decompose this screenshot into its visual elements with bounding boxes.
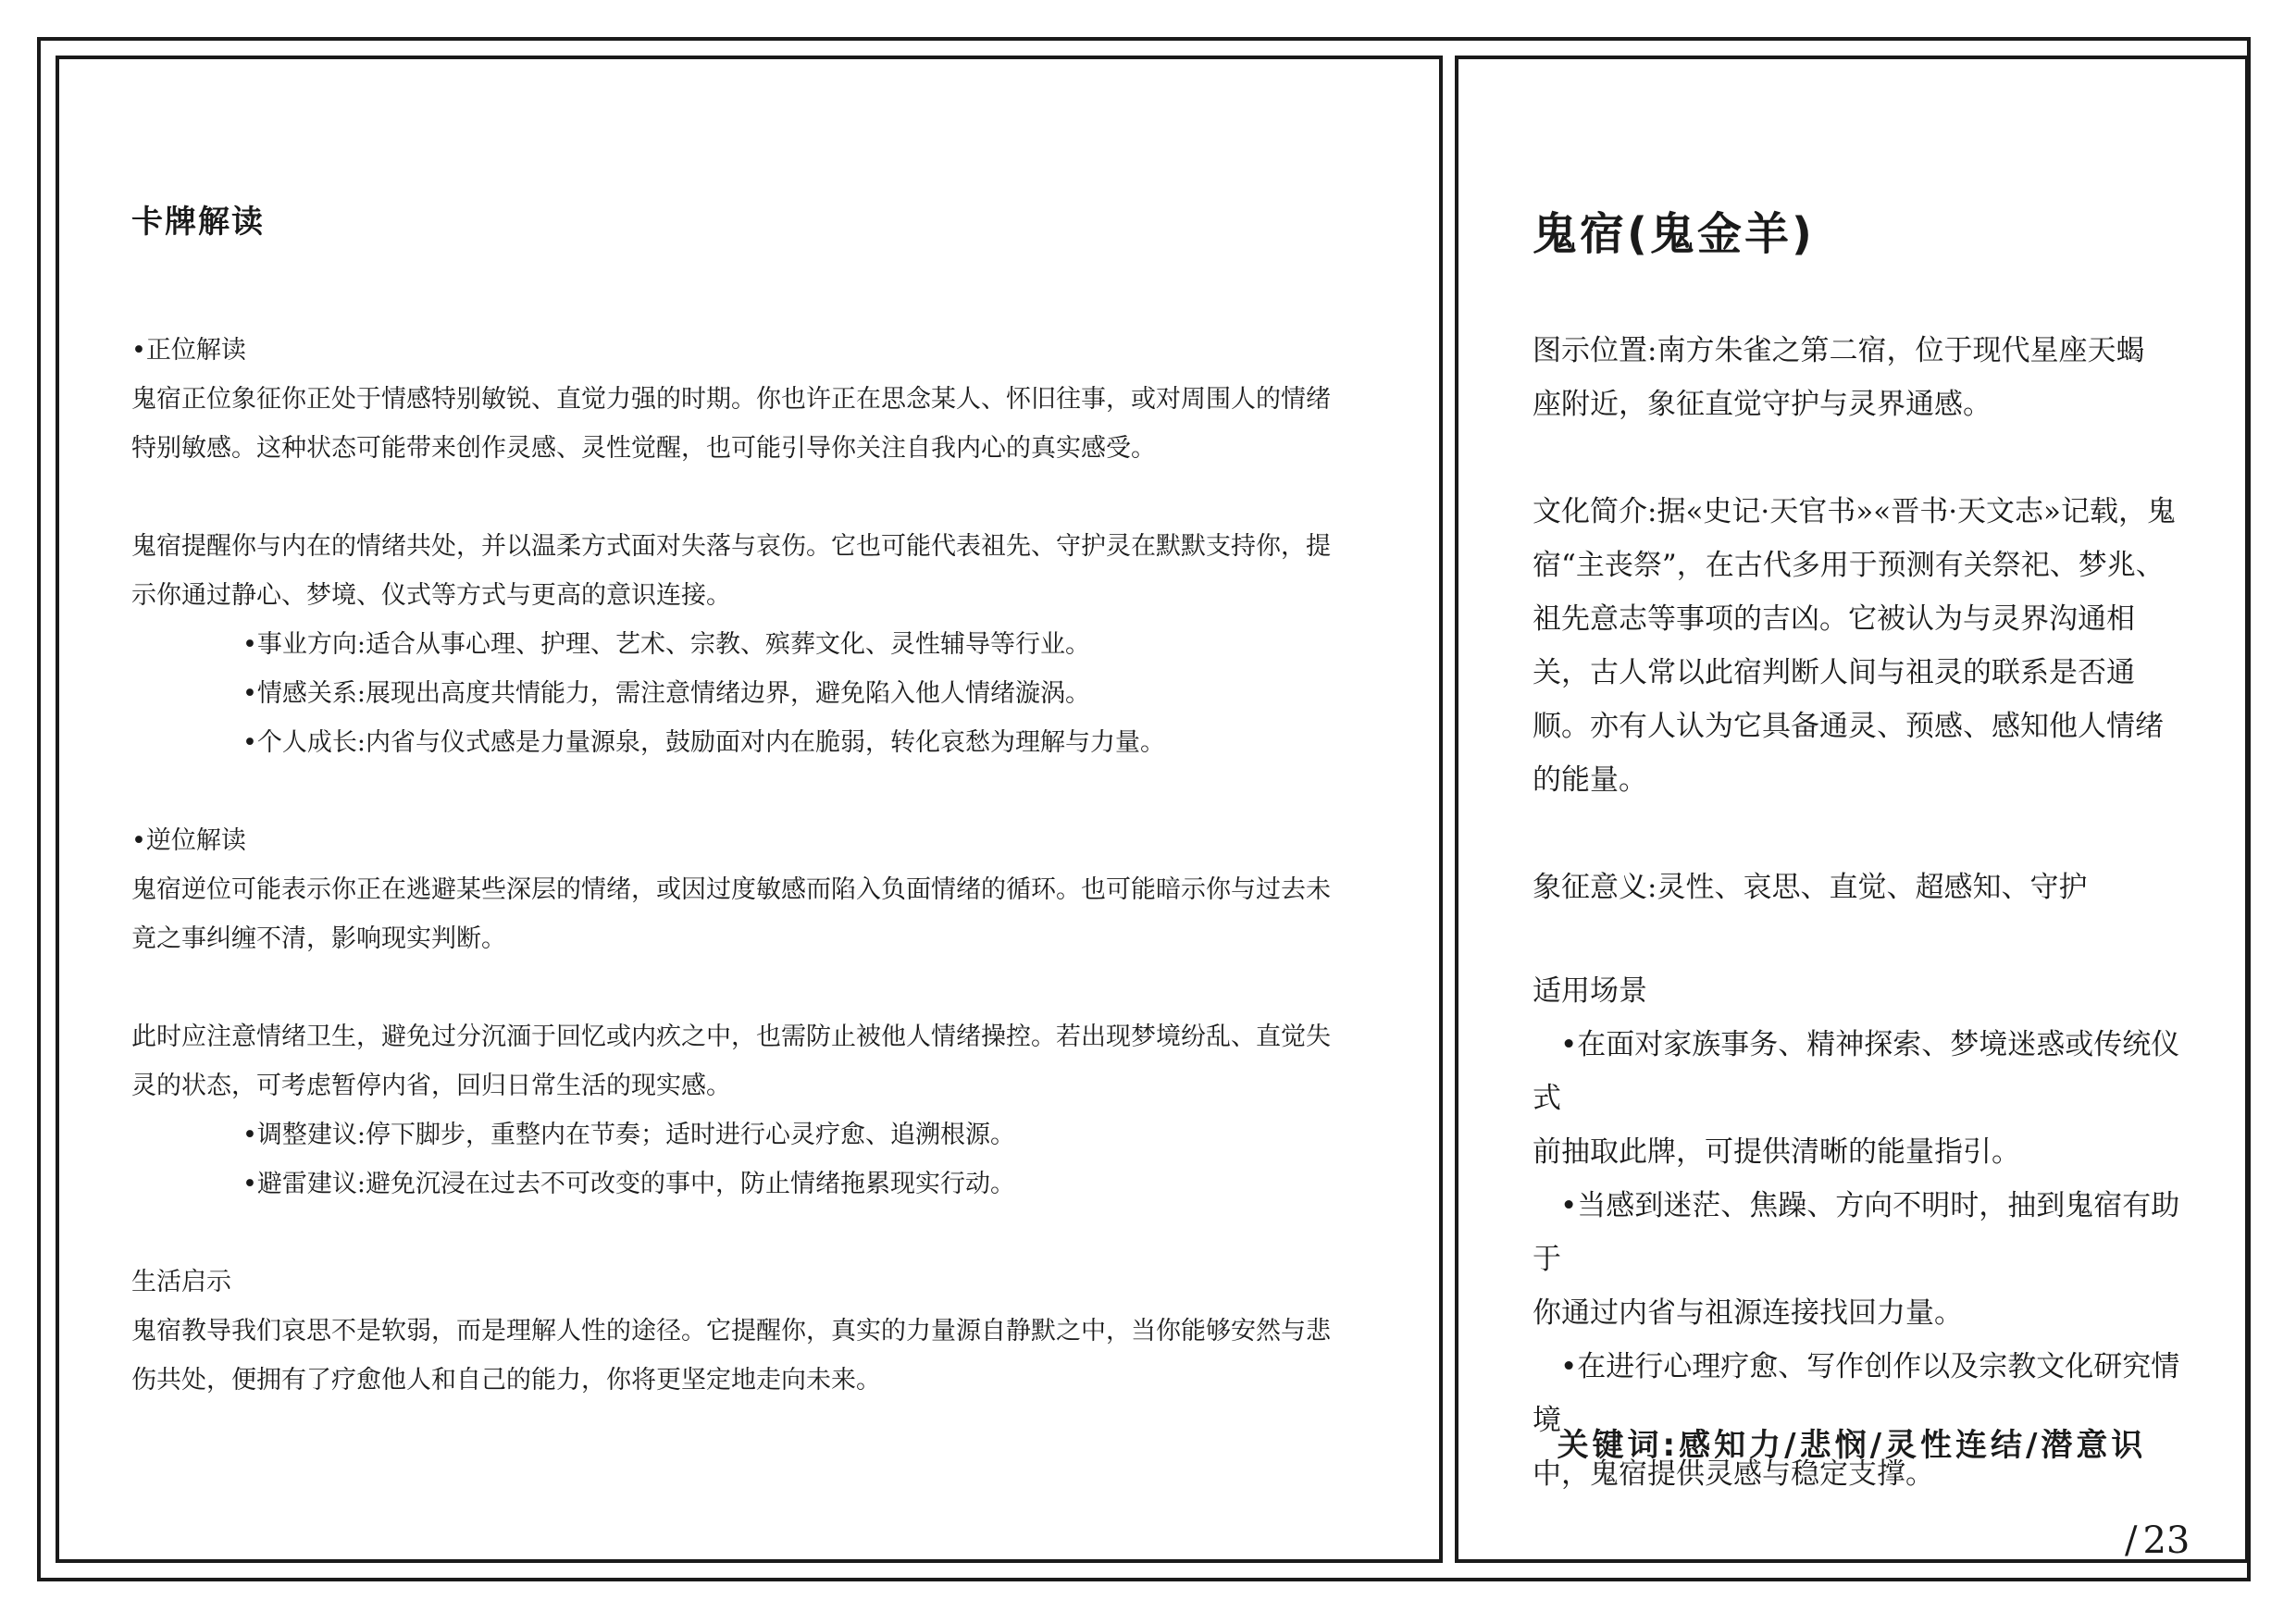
- mansion-title: 鬼宿(鬼金羊): [1533, 208, 1815, 260]
- life-heading: 生活启示: [131, 1268, 231, 1296]
- culture-line-6: 的能量。: [1533, 763, 1647, 797]
- upright-paragraph-2-line-2: 示你通过静心、梦境、仪式等方式与更高的意识连接。: [131, 581, 731, 610]
- reversed-heading: •逆位解读: [131, 826, 246, 855]
- culture-line-3: 祖先意志等事项的吉凶。它被认为与灵界沟通相: [1533, 602, 2135, 636]
- scene-line-4: 你通过内省与祖源连接找回力量。: [1533, 1296, 1963, 1330]
- culture-line-5: 顺。亦有人认为它具备通灵、预感、感知他人情绪: [1533, 710, 2164, 743]
- mansion-info-body: [1533, 324, 2180, 1501]
- upright-paragraph-1-line-2: 特别敏感。这种状态可能带来创作灵感、灵性觉醒，也可能引导你关注自我内心的真实感受。: [131, 434, 1156, 463]
- reversed-bullet-avoid: •避雷建议:避免沉浸在过去不可改变的事中，防止情绪拖累现实行动。: [242, 1170, 1016, 1198]
- symbolism-line: 象征意义:灵性、哀思、直觉、超感知、守护: [1533, 871, 2088, 904]
- reversed-bullet-adjust: •调整建议:停下脚步，重整内在节奏；适时进行心灵疗愈、追溯根源。: [242, 1121, 1016, 1149]
- keywords-line: 关键词:感知力/悲悯/灵性连结/潜意识: [1557, 1427, 2147, 1464]
- reversed-paragraph-2-line-2: 灵的状态，可考虑暂停内省，回归日常生活的现实感。: [131, 1072, 731, 1100]
- upright-heading: •正位解读: [131, 336, 246, 365]
- scene-line-3: •当感到迷茫、焦躁、方向不明时，抽到鬼宿有助于: [1533, 1189, 2180, 1276]
- scene-line-6: 中，鬼宿提供灵感与稳定支撑。: [1533, 1457, 1934, 1491]
- section-title: 卡牌解读: [131, 204, 265, 241]
- interpretation-body: [131, 326, 1376, 1405]
- life-line-1: 鬼宿教导我们哀思不是软弱，而是理解人性的途径。它提醒你，真实的力量源自静默之中，当你能够安然与悲: [131, 1317, 1331, 1345]
- upright-paragraph-1-line-1: 鬼宿正位象征你正处于情感特别敏锐、直觉力强的时期。你也许正在思念某人、怀旧往事，或对周围人的情绪: [131, 385, 1331, 414]
- upright-bullet-growth: •个人成长:内省与仪式感是力量源泉，鼓励面对内在脆弱，转化哀愁为理解与力量。: [242, 728, 1166, 757]
- position-line-2: 座附近，象征直觉守护与灵界通感。: [1533, 388, 1992, 421]
- reversed-paragraph-1-line-2: 竟之事纠缠不清，影响现实判断。: [131, 924, 506, 953]
- card-interpretation-panel: [56, 56, 1443, 1563]
- scene-line-5: •在进行心理疗愈、写作创作以及宗教文化研究情境: [1533, 1350, 2180, 1437]
- page-number: [2125, 1519, 2190, 1562]
- culture-line-2: 宿“主丧祭”，在古代多用于预测有关祭祀、梦兆、: [1533, 549, 2165, 582]
- upright-paragraph-2-line-1: 鬼宿提醒你与内在的情绪共处，并以温柔方式面对失落与哀伤。它也可能代表祖先、守护灵在默默支持你，提: [131, 532, 1331, 561]
- position-line-1: 图示位置:南方朱雀之第二宿，位于现代星座天蝎: [1533, 334, 2145, 367]
- culture-line-1: 文化简介:据«史记·天官书»«晋书·天文志»记载，鬼: [1533, 495, 2177, 528]
- upright-bullet-relationship: •情感关系:展现出高度共情能力，需注意情绪边界，避免陷入他人情绪漩涡。: [242, 679, 1091, 708]
- scene-line-1: •在面对家族事务、精神探索、梦境迷惑或传统仪式: [1533, 1028, 2180, 1115]
- culture-line-4: 关，古人常以此宿判断人间与祖灵的联系是否通: [1533, 656, 2135, 689]
- reversed-paragraph-1-line-1: 鬼宿逆位可能表示你正在逃避某些深层的情绪，或因过度敏感而陷入负面情绪的循环。也可能暗示你与过去未: [131, 875, 1331, 904]
- page-number-value: 23: [2142, 1519, 2191, 1562]
- upright-bullet-career: •事业方向:适合从事心理、护理、艺术、宗教、殡葬文化、灵性辅导等行业。: [242, 630, 1091, 659]
- mansion-info-panel: [1455, 56, 2249, 1563]
- scene-line-2: 前抽取此牌，可提供清晰的能量指引。: [1533, 1135, 2020, 1169]
- page-number-slash: /: [2125, 1519, 2138, 1562]
- scenes-heading: 适用场景: [1533, 974, 1647, 1008]
- life-line-2: 伤共处，便拥有了疗愈他人和自己的能力，你将更坚定地走向未来。: [131, 1366, 881, 1395]
- reversed-paragraph-2-line-1: 此时应注意情绪卫生，避免过分沉湎于回忆或内疚之中，也需防止被他人情绪操控。若出现梦境纷乱、直觉失: [131, 1023, 1331, 1051]
